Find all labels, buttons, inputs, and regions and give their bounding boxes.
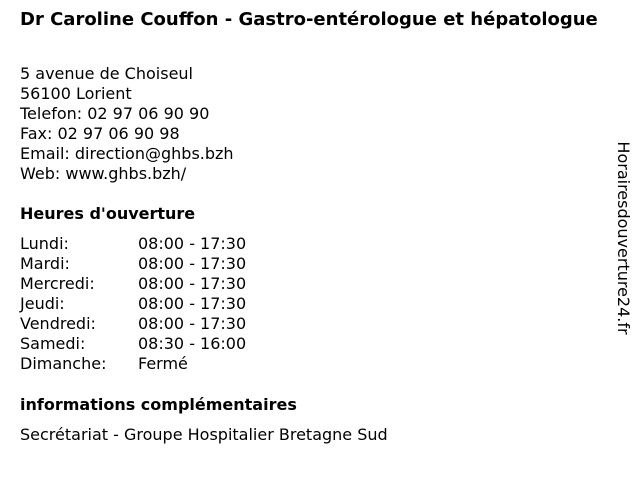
day-label: Mardi: — [20, 254, 70, 273]
hours-row-friday — [20, 314, 246, 334]
hours-row-tuesday — [20, 254, 246, 274]
time-range: 08:00 - 17:30 — [138, 294, 247, 313]
day-label: Jeudi: — [20, 294, 65, 313]
site-watermark: Horairesdouverture24.fr — [614, 141, 633, 335]
address-city: 56100 Lorient — [20, 84, 132, 103]
hours-row-monday — [20, 234, 246, 254]
hours-row-thursday — [20, 294, 246, 314]
day-label: Samedi: — [20, 334, 86, 353]
time-range: 08:00 - 17:30 — [138, 274, 247, 293]
time-range: Fermé — [138, 354, 188, 373]
additional-info-heading: informations complémentaires — [20, 395, 297, 414]
contact-block — [20, 64, 234, 184]
day-label: Vendredi: — [20, 314, 96, 333]
address-street: 5 avenue de Choiseul — [20, 64, 193, 83]
opening-hours-table — [20, 234, 246, 374]
time-range: 08:00 - 17:30 — [138, 254, 247, 273]
phone-number: Telefon: 02 97 06 90 90 — [20, 104, 210, 123]
opening-hours-heading: Heures d'ouverture — [20, 204, 196, 223]
day-label: Lundi: — [20, 234, 69, 253]
hours-row-saturday — [20, 334, 246, 354]
hours-row-wednesday — [20, 274, 246, 294]
fax-number: Fax: 02 97 06 90 98 — [20, 124, 180, 143]
day-label: Dimanche: — [20, 354, 107, 373]
day-label: Mercredi: — [20, 274, 95, 293]
email-address: Email: direction@ghbs.bzh — [20, 144, 234, 163]
time-range: 08:30 - 16:00 — [138, 334, 247, 353]
additional-info-text: Secrétariat - Groupe Hospitalier Bretagne Sud — [20, 425, 388, 444]
time-range: 08:00 - 17:30 — [138, 234, 247, 253]
page-title: Dr Caroline Couffon - Gastro-entérologue et hépatologue — [20, 9, 598, 30]
hours-row-sunday — [20, 354, 246, 374]
website-address: Web: www.ghbs.bzh/ — [20, 164, 187, 183]
time-range: 08:00 - 17:30 — [138, 314, 247, 333]
